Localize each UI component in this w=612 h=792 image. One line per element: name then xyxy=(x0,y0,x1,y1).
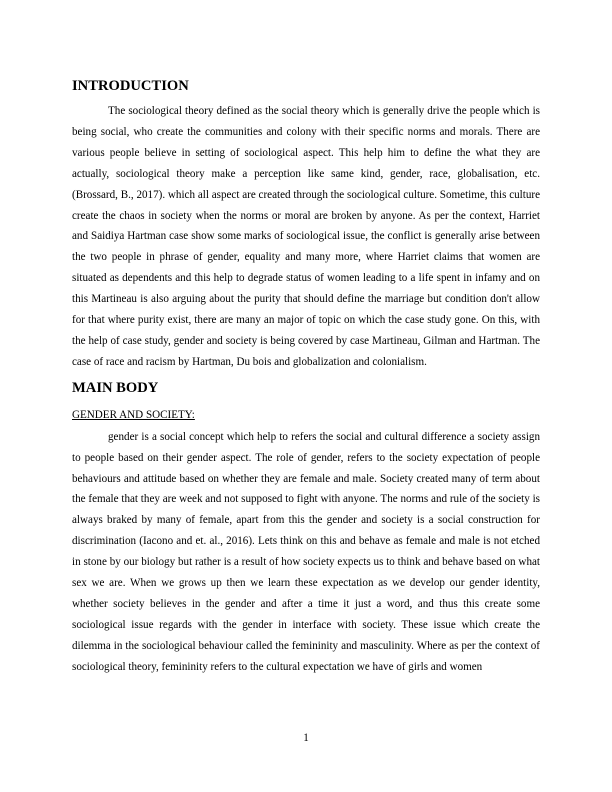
page-content xyxy=(72,78,540,678)
introduction-heading: INTRODUCTION xyxy=(72,78,189,94)
page-number: 1 xyxy=(303,732,309,744)
gender-and-society-subheading: GENDER AND SOCIETY: xyxy=(72,408,195,421)
gender-and-society-paragraph: gender is a social concept which help to refers the social and cultural difference a society assign to people based on their gender aspect. The role of gender, refers to the society expectation of people behaviours and attitude based on whether they are female and male. Society created many of term about the female that they are week and not supposed to fight with anyone. The norms and rule of the society is always braked by many of female, apart from this the gender and society is a social construction for discrimination (Iacono and et. al., 2016). Lets think on this and behave as female and male is not etched in stone by our biology but rather is a result of how society expects us to think and behave based on what sex we are. When we grows up then we learn these expectation as we develop our gender identity, whether society believes in the gender and after a time it just a word, and thus this create some sociological issue regards with the gender in interface with society. These issue which create the dilemma in the sociological behaviour called the femininity and masculinity. Where as per the context of sociological theory, femininity refers to the cultural expectation we have of girls and women xyxy=(72,430,540,673)
main-body-heading: MAIN BODY xyxy=(72,379,159,396)
introduction-paragraph: The sociological theory defined as the social theory which is generally drive the people which is being social, who create the communities and colony with their specific norms and morals. There are various people believe in setting of sociological aspect. This help him to define the what they are actually, sociological theory make a perception like same kind, gender, race, globalisation, etc. (Brossard, B., 2017). which all aspect are created through the sociological culture. Sometime, this culture create the chaos in society when the norms or moral are broken by anyone. As per the context, Harriet and Saidiya Hartman case show some marks of sociological issue, the conflict is generally arise between the two people in phrase of gender, equality and many more, where Harriet claims that women are situated as dependents and this help to degrade status of women leading to a life spent in infamy and on this Martineau is also arguing about the purity that should define the marriage but condition don't allow for that where purity exist, there are many an major of topic on which the case study gone. On this, with the help of case study, gender and society is being covered by case Martineau, Gilman and Hartman. The case of race and racism by Hartman, Du bois and globalization and colonialism. xyxy=(72,105,540,368)
